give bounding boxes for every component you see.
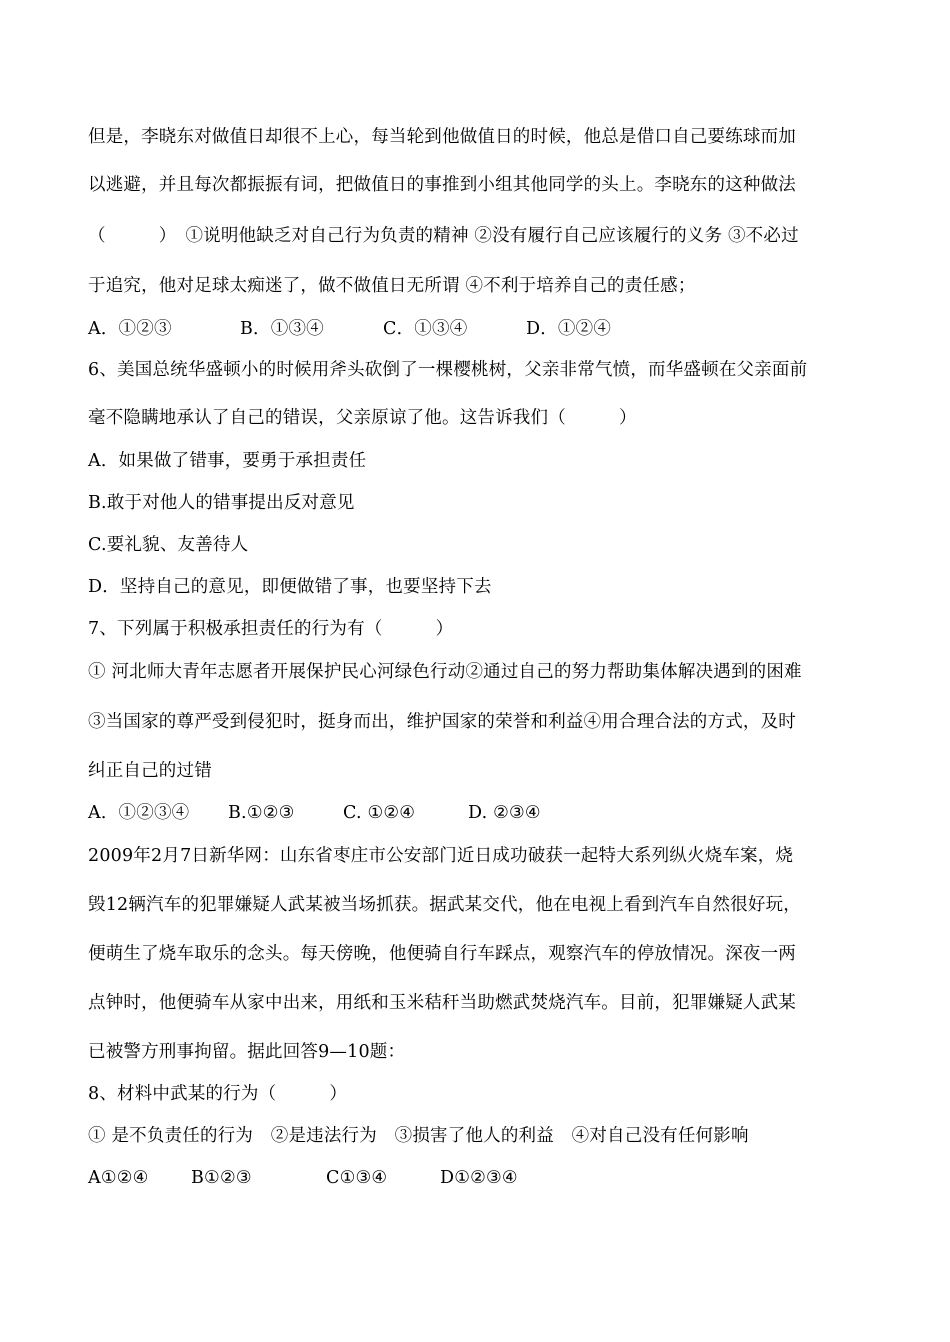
- q7-option-c: C. ①②④: [343, 803, 416, 823]
- q6-option-d: D．坚持自己的意见，即便做错了事，也要坚持下去: [88, 577, 492, 597]
- q6-text-line-2: 毫不隐瞒地承认了自己的错误，父亲原谅了他。这告诉我们（ ）: [88, 408, 637, 428]
- q6-text-line-1: 6、美国总统华盛顿小的时候用斧头砍倒了一棵樱桃树，父亲非常气愤，而华盛顿在父亲面前: [88, 360, 808, 380]
- material-line-4: 点钟时，他便骑车从家中出来，用纸和玉米秸秆当助燃武焚烧汽车。目前，犯罪嫌疑人武某: [88, 993, 796, 1013]
- q5-options: [88, 318, 611, 340]
- q6-option-a: A．如果做了错事，要勇于承担责任: [88, 451, 367, 471]
- document-page: [88, 0, 868, 1342]
- q7-text-line-1: ① 河北师大青年志愿者开展保护民心河绿色行动②通过自己的努力帮助集体解决遇到的困难: [88, 662, 802, 682]
- q8-option-a: A①②④: [88, 1168, 149, 1188]
- material-line-3: 便萌生了烧车取乐的念头。每天傍晚，他便骑自行车踩点，观察汽车的停放情况。深夜一两: [88, 944, 796, 964]
- q8-stem: 8、材料中武某的行为（ ）: [88, 1084, 348, 1104]
- q5-text-line-2: 以逃避，并且每次都振振有词，把做值日的事推到小组其他同学的头上。李晓东的这种做法: [88, 175, 796, 195]
- q8-options: [88, 1167, 518, 1189]
- material-line-1: 2009年2月7日新华网：山东省枣庄市公安部门近日成功破获一起特大系列纵火烧车案，烧: [88, 846, 794, 866]
- q6-option-b: B.敢于对他人的错事提出反对意见: [88, 493, 355, 513]
- q5-text-line-3: （ ） ①说明他缺乏对自己行为负责的精神 ②没有履行自己应该履行的义务 ③不必过: [88, 226, 799, 246]
- q8-option-c: C①③④: [326, 1168, 388, 1188]
- q7-option-b: B.①②③: [228, 803, 295, 823]
- q8-statements: ① 是不负责任的行为 ②是违法行为 ③损害了他人的利益 ④对自己没有任何影响: [88, 1126, 749, 1146]
- q8-option-d: D①②③④: [440, 1168, 518, 1188]
- q7-text-line-2: ③当国家的尊严受到侵犯时，挺身而出，维护国家的荣誉和利益④用合理合法的方式，及时: [88, 712, 796, 732]
- q7-text-line-3: 纠正自己的过错: [88, 761, 212, 781]
- q5-text-line-4: 于追究，他对足球太痴迷了，做不做值日无所谓 ④不利于培养自己的责任感；: [88, 276, 696, 296]
- q7-option-a: A．①②③④: [88, 803, 190, 823]
- material-line-2: 毁12辆汽车的犯罪嫌疑人武某被当场抓获。据武某交代，他在电视上看到汽车自然很好玩，: [88, 895, 801, 915]
- q8-option-b: B①②③: [191, 1168, 252, 1188]
- q5-option-d: D．①②④: [526, 319, 612, 339]
- q5-option-b: B．①③④: [240, 319, 324, 339]
- q5-option-c: C．①③④: [383, 319, 468, 339]
- q5-text-line-1: 但是，李晓东对做值日却很不上心，每当轮到他做值日的时候，他总是借口自己要练球而加: [88, 127, 796, 147]
- q7-stem: 7、下列属于积极承担责任的行为有（ ）: [88, 619, 454, 639]
- q6-option-c: C.要礼貌、友善待人: [88, 535, 249, 555]
- material-line-5: 已被警方刑事拘留。据此回答9—10题：: [88, 1042, 406, 1062]
- q7-options: [88, 802, 541, 824]
- q7-option-d: D. ②③④: [468, 803, 541, 823]
- q5-option-a: A．①②③: [88, 319, 172, 339]
